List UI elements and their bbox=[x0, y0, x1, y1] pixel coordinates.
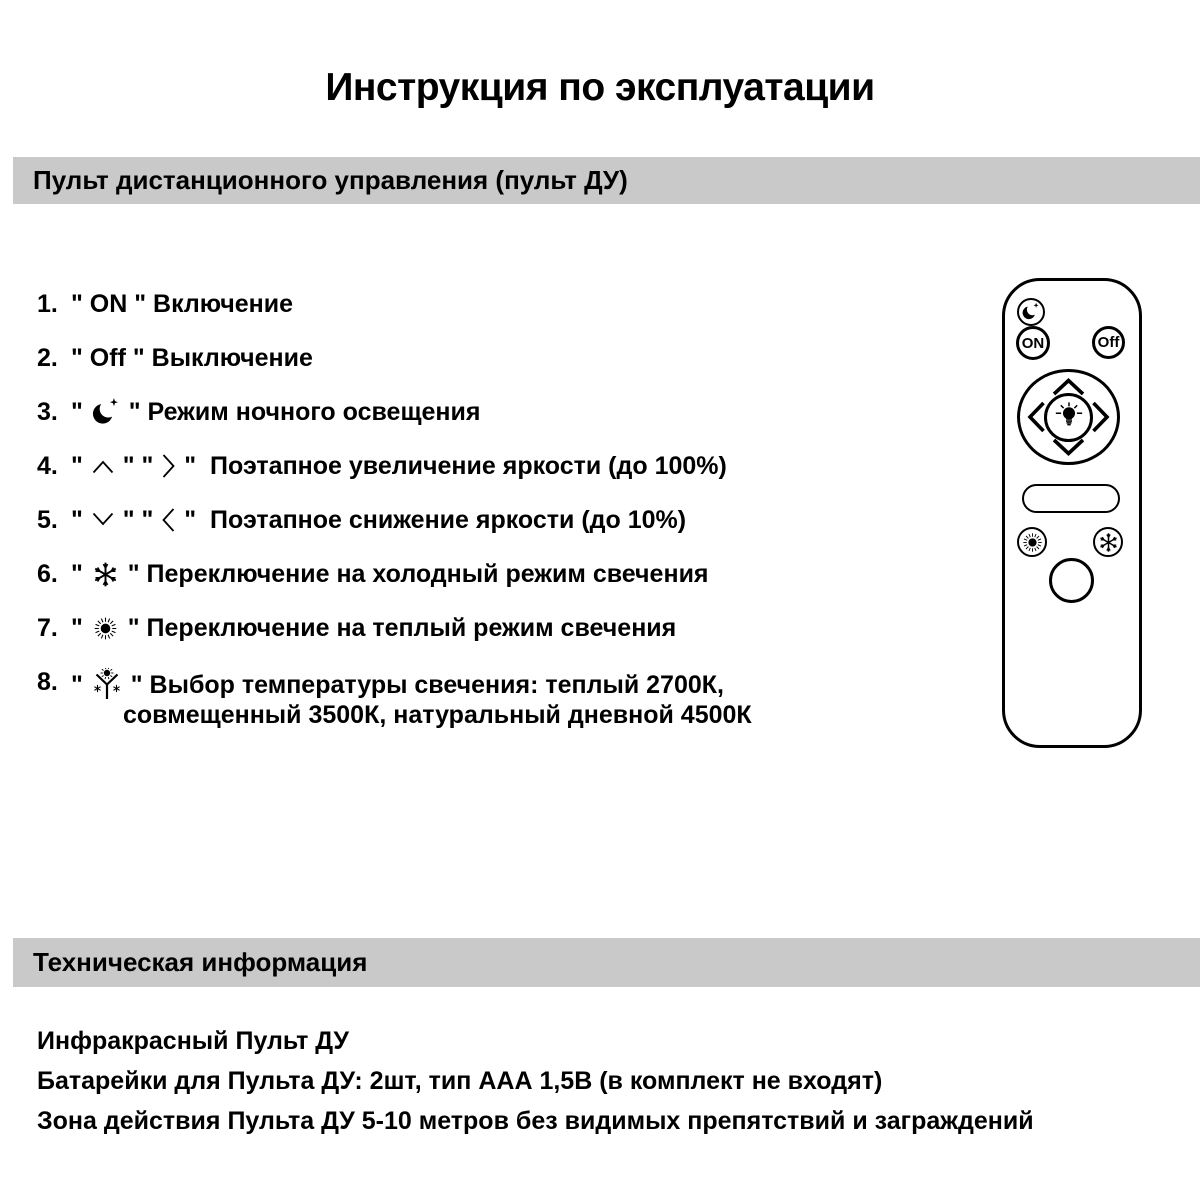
moon-star-icon bbox=[1022, 302, 1040, 321]
item-text: " Выбор температуры свечения: теплый 2700К, bbox=[123, 670, 724, 699]
sun-icon bbox=[92, 615, 119, 642]
chevron-left-icon bbox=[162, 507, 175, 533]
item-text: " bbox=[71, 451, 90, 480]
off-button bbox=[1092, 326, 1125, 359]
item-number: 6. bbox=[37, 559, 58, 588]
tech-info-line: Батарейки для Пульта ДУ: 2шт, тип ААА 1,5В (в комплект не входят) bbox=[37, 1066, 883, 1095]
item-text: " bbox=[71, 397, 90, 426]
tech-info bbox=[37, 1027, 1034, 1147]
tech-info-line: Инфракрасный Пульт ДУ bbox=[37, 1026, 349, 1055]
chevron-right-icon bbox=[162, 453, 175, 479]
item-text: " Режим ночного освещения bbox=[121, 397, 481, 426]
chevron-left-icon bbox=[162, 507, 175, 533]
item-content bbox=[71, 397, 481, 427]
item-text: " " bbox=[115, 505, 161, 534]
chevron-right-icon bbox=[162, 453, 175, 479]
item-content bbox=[71, 506, 686, 535]
instruction-item bbox=[37, 668, 752, 728]
item-number: 1. bbox=[37, 289, 58, 318]
item-text: " bbox=[71, 505, 90, 534]
item-text: " Переключение на холодный режим свечения bbox=[120, 559, 709, 588]
item-text: " " bbox=[115, 451, 161, 480]
item-text: " Переключение на теплый режим свечения bbox=[120, 613, 677, 642]
item-number: 8. bbox=[37, 668, 58, 696]
snowflake-icon bbox=[92, 561, 119, 588]
moon-star-icon bbox=[92, 397, 120, 427]
item-text: " Поэтапное снижение яркости (до 10%) bbox=[177, 505, 687, 534]
temperature-select-icon bbox=[92, 668, 122, 702]
item-text: " bbox=[71, 559, 90, 588]
item-content bbox=[71, 344, 313, 373]
on-button-label: ON bbox=[1021, 334, 1045, 352]
sun-icon bbox=[92, 615, 119, 642]
instruction-item bbox=[37, 560, 752, 588]
chevron-down-icon bbox=[92, 512, 114, 528]
item-text: " bbox=[71, 670, 90, 699]
snowflake-icon bbox=[1098, 532, 1119, 553]
sun-icon bbox=[1021, 531, 1044, 554]
instruction-item bbox=[37, 506, 752, 534]
instruction-item bbox=[37, 614, 752, 642]
moon-star-icon bbox=[92, 397, 120, 427]
round-button bbox=[1049, 558, 1094, 603]
item-content bbox=[71, 452, 727, 481]
temperature-select-icon bbox=[92, 668, 122, 702]
item-content bbox=[71, 668, 752, 728]
item-content bbox=[71, 290, 293, 319]
sun-icon bbox=[1021, 531, 1044, 554]
instruction-item bbox=[37, 398, 752, 426]
remote-graphic bbox=[1002, 278, 1142, 748]
scene-pill-button bbox=[1022, 484, 1120, 513]
item-content bbox=[71, 614, 676, 643]
item-text: " Off " Выключение bbox=[71, 343, 313, 372]
dpad-center-button bbox=[1044, 393, 1093, 442]
dpad bbox=[1017, 369, 1120, 465]
item-number: 7. bbox=[37, 613, 58, 642]
instruction-item bbox=[37, 344, 752, 372]
chevron-up-icon bbox=[92, 458, 114, 474]
item-content bbox=[71, 560, 709, 589]
item-number: 4. bbox=[37, 451, 58, 480]
tech-info-line: Зона действия Пульта ДУ 5-10 метров без видимых препятствий и заграждений bbox=[37, 1106, 1034, 1135]
item-text: " Поэтапное увеличение яркости (до 100%) bbox=[177, 451, 727, 480]
item-number: 2. bbox=[37, 343, 58, 372]
section-header-remote-label: Пульт дистанционного управления (пульт ДУ) bbox=[33, 165, 628, 195]
bulb-icon bbox=[1053, 401, 1085, 433]
instruction-item bbox=[37, 452, 752, 480]
night-mode-button bbox=[1017, 298, 1045, 326]
section-header-remote bbox=[13, 157, 1200, 204]
snowflake-icon bbox=[92, 561, 119, 588]
item-text: " bbox=[71, 613, 90, 642]
off-button-label: Off bbox=[1097, 334, 1120, 351]
chevron-up-icon bbox=[92, 458, 114, 474]
moon-star-icon bbox=[1022, 302, 1040, 321]
instruction-item bbox=[37, 290, 752, 318]
page-title: Инструкция по эксплуатации bbox=[325, 66, 875, 109]
item-text-line2: совмещенный 3500К, натуральный дневной 4500К bbox=[123, 700, 752, 729]
cold-mode-button bbox=[1093, 527, 1123, 557]
item-number: 3. bbox=[37, 397, 58, 426]
section-header-tech bbox=[13, 938, 1200, 987]
warm-mode-button bbox=[1017, 527, 1047, 557]
bulb-icon bbox=[1053, 401, 1085, 433]
item-number: 5. bbox=[37, 505, 58, 534]
chevron-down-icon bbox=[92, 512, 114, 528]
item-text: " ON " Включение bbox=[71, 289, 293, 318]
instruction-list bbox=[37, 290, 752, 754]
snowflake-icon bbox=[1098, 532, 1119, 553]
section-header-tech-label: Техническая информация bbox=[33, 947, 368, 977]
on-button bbox=[1016, 326, 1050, 360]
